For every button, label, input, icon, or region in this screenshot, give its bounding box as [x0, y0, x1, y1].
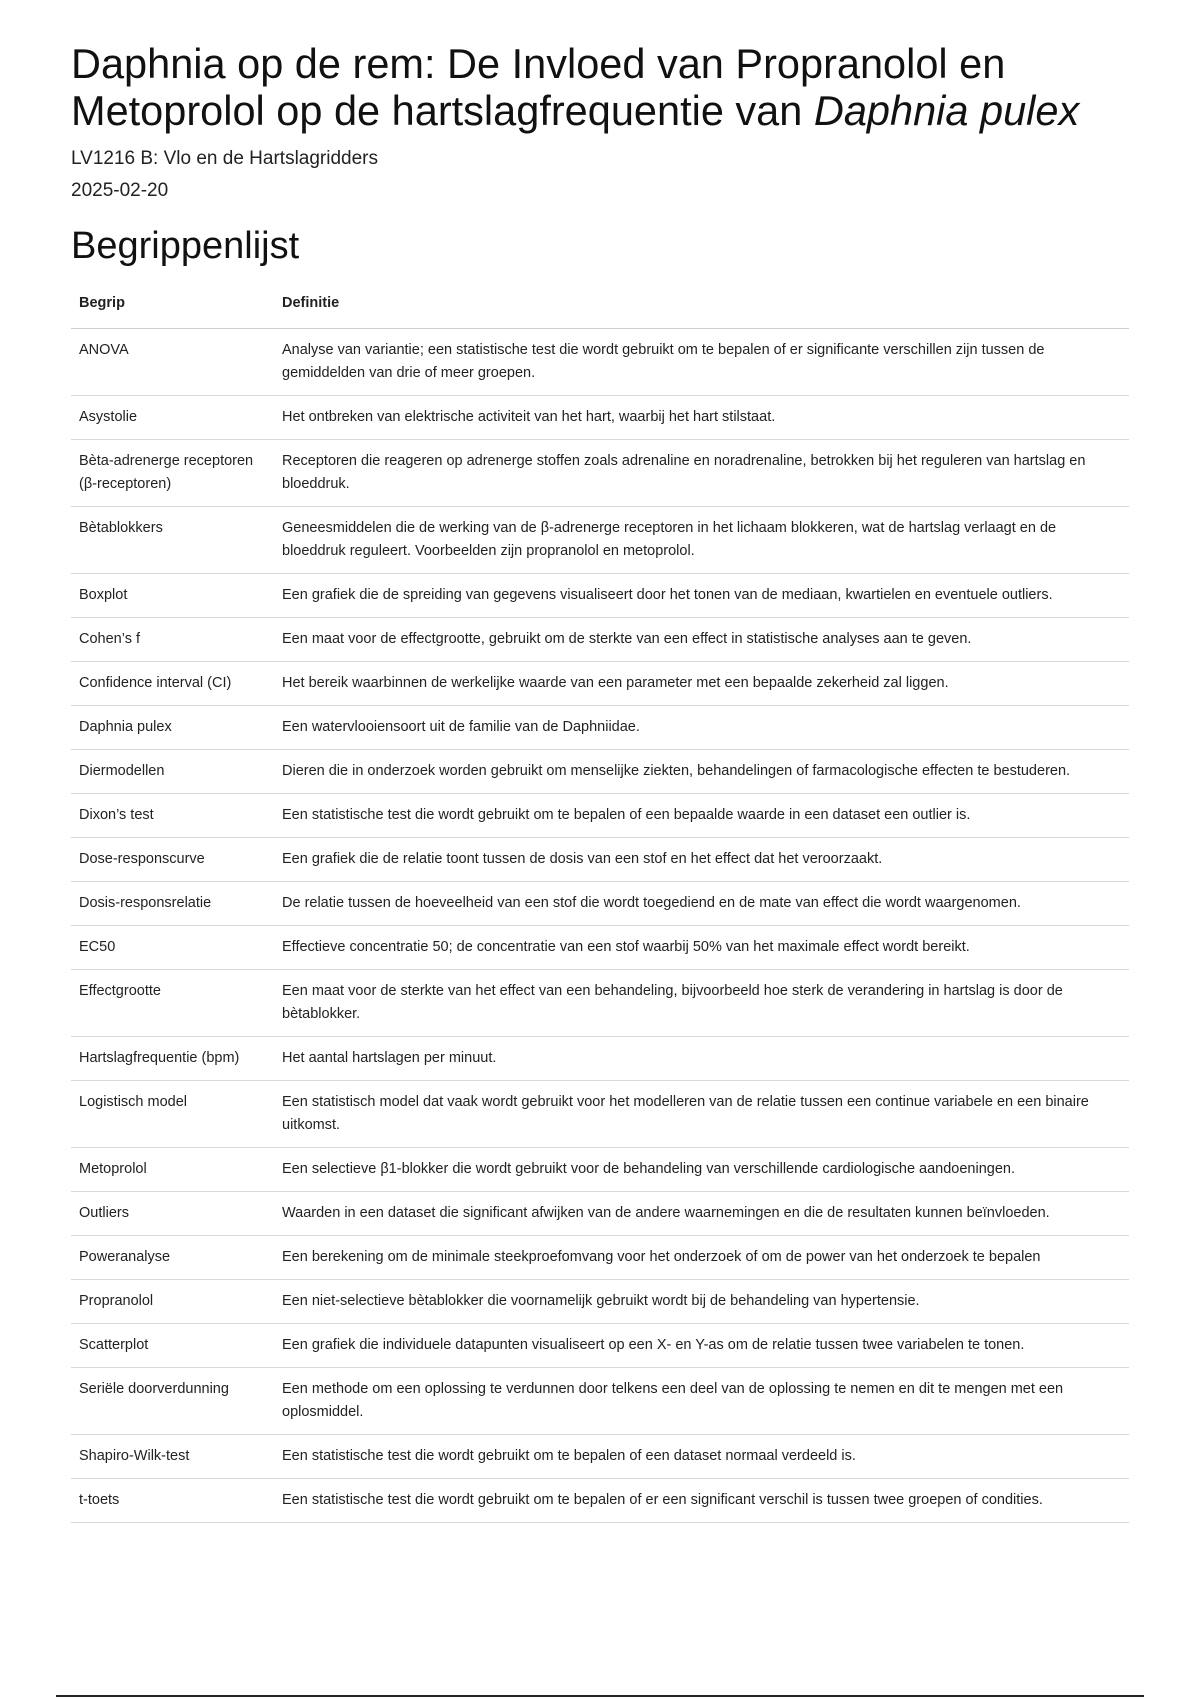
- table-row: [71, 970, 1129, 1037]
- term-cell: Dosis-responsrelatie: [71, 882, 274, 926]
- term-cell: Metoprolol: [71, 1148, 274, 1192]
- column-header-definition: Definitie: [274, 278, 1129, 329]
- definition-cell: Een statistische test die wordt gebruikt om te bepalen of een bepaalde waarde in een dataset een outlier is.: [274, 794, 1129, 838]
- term-cell: Dixon’s test: [71, 794, 274, 838]
- table-row: [71, 1479, 1129, 1523]
- definition-cell: Een statistische test die wordt gebruikt om te bepalen of er een significant verschil is tussen twee groepen of condities.: [274, 1479, 1129, 1523]
- table-row: [71, 1148, 1129, 1192]
- term-cell: Poweranalyse: [71, 1236, 274, 1280]
- definition-cell: Effectieve concentratie 50; de concentratie van een stof waarbij 50% van het maximale effect wordt bereikt.: [274, 926, 1129, 970]
- definition-cell: Een grafiek die de relatie toont tussen de dosis van een stof en het effect dat het veroorzaakt.: [274, 838, 1129, 882]
- document-subtitle: LV1216 B: Vlo en de Hartslagridders: [71, 148, 378, 169]
- term-cell: Effectgrootte: [71, 970, 274, 1037]
- definition-cell: Het ontbreken van elektrische activiteit van het hart, waarbij het hart stilstaat.: [274, 396, 1129, 440]
- table-row: [71, 396, 1129, 440]
- table-row: [71, 1037, 1129, 1081]
- table-row: [71, 1236, 1129, 1280]
- table-row: [71, 329, 1129, 396]
- term-cell: Daphnia pulex: [71, 706, 274, 750]
- table-row: [71, 838, 1129, 882]
- table-row: [71, 574, 1129, 618]
- term-cell: Dose-responscurve: [71, 838, 274, 882]
- definition-cell: Receptoren die reageren op adrenerge stoffen zoals adrenaline en noradrenaline, betrokken bij het reguleren van hartslag en bloeddruk.: [274, 440, 1129, 507]
- definition-cell: Waarden in een dataset die significant afwijken van de andere waarnemingen en die de resultaten kunnen beïnvloeden.: [274, 1192, 1129, 1236]
- table-row: [71, 1081, 1129, 1148]
- document-date: 2025-02-20: [71, 180, 169, 201]
- term-cell: Logistisch model: [71, 1081, 274, 1148]
- term-cell: Propranolol: [71, 1280, 274, 1324]
- definition-cell: Het aantal hartslagen per minuut.: [274, 1037, 1129, 1081]
- term-cell: Confidence interval (CI): [71, 662, 274, 706]
- definition-cell: De relatie tussen de hoeveelheid van een stof die wordt toegediend en de mate van effect die wordt waargenomen.: [274, 882, 1129, 926]
- table-row: [71, 1280, 1129, 1324]
- table-row: [71, 882, 1129, 926]
- term-cell: Boxplot: [71, 574, 274, 618]
- definition-cell: Een maat voor de effectgrootte, gebruikt om de sterkte van een effect in statistische analyses aan te geven.: [274, 618, 1129, 662]
- term-cell: Bèta-adrenerge receptoren (β-receptoren): [71, 440, 274, 507]
- term-cell: Hartslagfrequentie (bpm): [71, 1037, 274, 1081]
- definition-cell: Analyse van variantie; een statistische test die wordt gebruikt om te bepalen of er significante verschillen zijn tussen de gemiddelden van drie of meer groepen.: [274, 329, 1129, 396]
- definition-cell: Geneesmiddelen die de werking van de β-adrenerge receptoren in het lichaam blokkeren, wat de hartslag verlaagt en de bloeddruk reguleert. Voorbeelden zijn propranolol en metoprolol.: [274, 507, 1129, 574]
- term-cell: Shapiro-Wilk-test: [71, 1435, 274, 1479]
- table-row: [71, 794, 1129, 838]
- definition-cell: Een maat voor de sterkte van het effect van een behandeling, bijvoorbeeld hoe sterk de verandering in hartslag is door de bètablokker.: [274, 970, 1129, 1037]
- definition-cell: Het bereik waarbinnen de werkelijke waarde van een parameter met een bepaalde zekerheid zal liggen.: [274, 662, 1129, 706]
- definition-cell: Een selectieve β1-blokker die wordt gebruikt voor de behandeling van verschillende cardiologische aandoeningen.: [274, 1148, 1129, 1192]
- definition-cell: Een berekening om de minimale steekproefomvang voor het onderzoek of om de power van het onderzoek te bepalen: [274, 1236, 1129, 1280]
- definition-cell: Een grafiek die individuele datapunten visualiseert op een X- en Y-as om de relatie tussen twee variabelen te tonen.: [274, 1324, 1129, 1368]
- table-row: [71, 618, 1129, 662]
- term-cell: Outliers: [71, 1192, 274, 1236]
- table-row: [71, 1192, 1129, 1236]
- definition-cell: Een methode om een oplossing te verdunnen door telkens een deel van de oplossing te nemen en dit te mengen met een oplosmiddel.: [274, 1368, 1129, 1435]
- table-row: [71, 926, 1129, 970]
- document-title: [71, 40, 1129, 134]
- document-title-italic: Daphnia pulex: [813, 87, 1080, 134]
- table-row: [71, 507, 1129, 574]
- term-cell: Bètablokkers: [71, 507, 274, 574]
- glossary-body: [71, 329, 1129, 1523]
- glossary-header: [71, 278, 1129, 329]
- table-row: [71, 750, 1129, 794]
- table-row: [71, 1324, 1129, 1368]
- column-header-term: Begrip: [71, 278, 274, 329]
- page-bottom-rule: [56, 1695, 1144, 1697]
- definition-cell: Een statistische test die wordt gebruikt om te bepalen of een dataset normaal verdeeld is.: [274, 1435, 1129, 1479]
- term-cell: Scatterplot: [71, 1324, 274, 1368]
- definition-cell: Een niet-selectieve bètablokker die voornamelijk gebruikt wordt bij de behandeling van hypertensie.: [274, 1280, 1129, 1324]
- term-cell: Diermodellen: [71, 750, 274, 794]
- glossary-header-row: [71, 278, 1129, 329]
- document-page: [71, 40, 1129, 1523]
- table-row: [71, 1368, 1129, 1435]
- term-cell: ANOVA: [71, 329, 274, 396]
- term-cell: EC50: [71, 926, 274, 970]
- table-row: [71, 706, 1129, 750]
- document-title-main: Daphnia op de rem: De Invloed van Propranolol en Metoprolol op de hartslagfrequentie van: [71, 40, 1006, 134]
- table-row: [71, 662, 1129, 706]
- table-row: [71, 1435, 1129, 1479]
- term-cell: Seriële doorverdunning: [71, 1368, 274, 1435]
- term-cell: Asystolie: [71, 396, 274, 440]
- definition-cell: Een grafiek die de spreiding van gegevens visualiseert door het tonen van de mediaan, kwartielen en eventuele outliers.: [274, 574, 1129, 618]
- section-heading: Begrippenlijst: [71, 225, 300, 267]
- definition-cell: Een statistisch model dat vaak wordt gebruikt voor het modelleren van de relatie tussen een continue variabele en een binaire uitkomst.: [274, 1081, 1129, 1148]
- term-cell: Cohen’s f: [71, 618, 274, 662]
- definition-cell: Een watervlooiensoort uit de familie van de Daphniidae.: [274, 706, 1129, 750]
- glossary-table: [71, 278, 1129, 1523]
- table-row: [71, 440, 1129, 507]
- definition-cell: Dieren die in onderzoek worden gebruikt om menselijke ziekten, behandelingen of farmacologische effecten te bestuderen.: [274, 750, 1129, 794]
- term-cell: t-toets: [71, 1479, 274, 1523]
